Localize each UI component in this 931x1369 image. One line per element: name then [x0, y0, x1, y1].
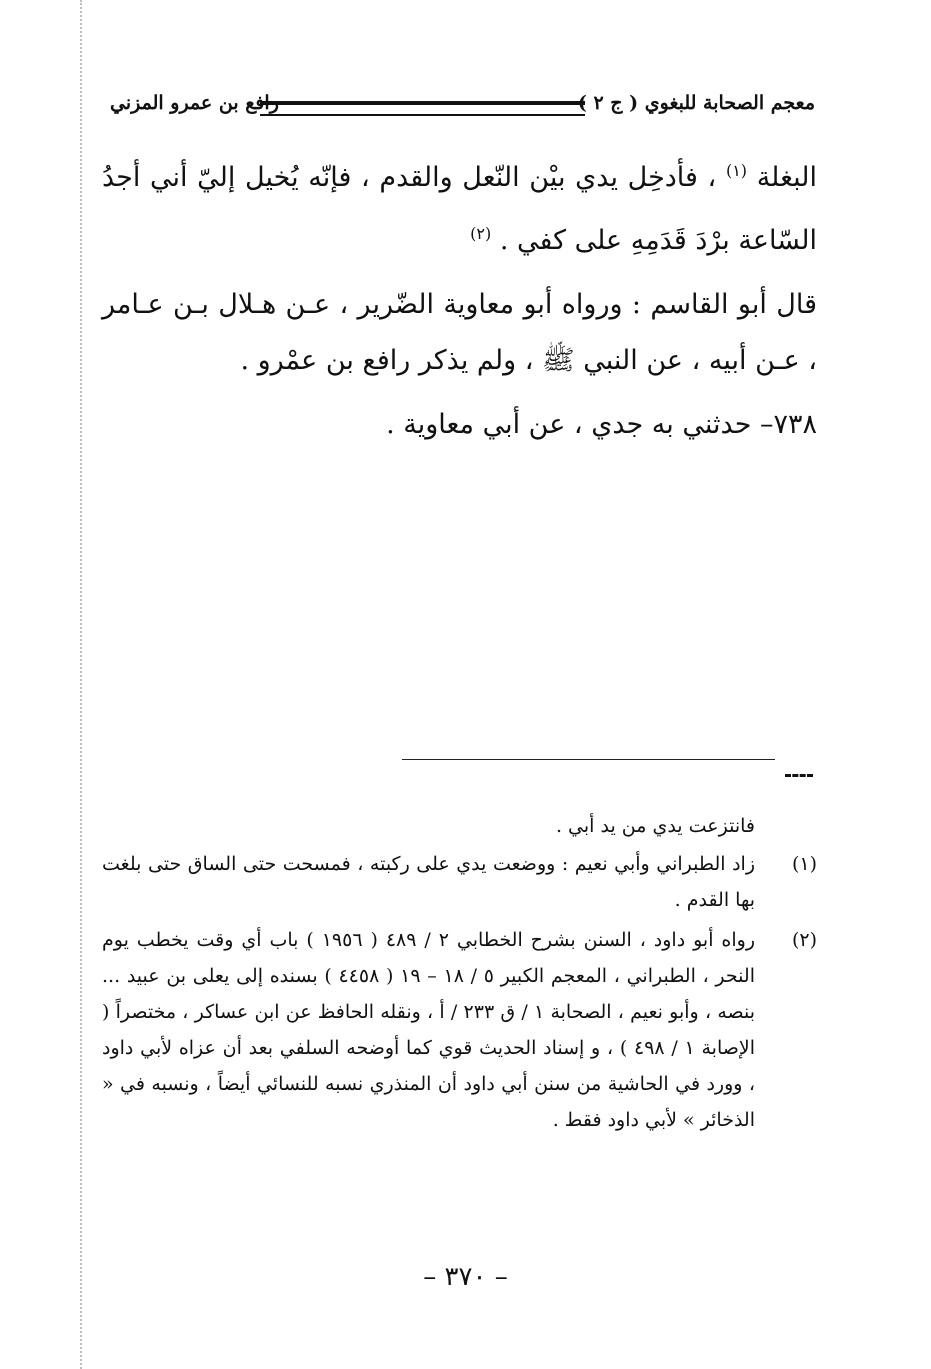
header-rule	[260, 101, 585, 116]
main-text	[102, 143, 817, 461]
footnote-marker-1: (١)	[725, 161, 748, 180]
footnotes	[102, 808, 817, 1142]
running-header	[110, 92, 815, 128]
paragraph-1-text-a: البغلة	[756, 162, 818, 193]
footnote-2-text: رواه أبو داود ، السنن بشرح الخطابي ٢ / ٤٨٩ ( ١٩٥٦ ) باب أي وقت يخطب يوم النحر ، الطبراني ، المعجم الكبير ٥ / ١٨ – ١٩ ( ٤٤٥٨ ) بسنده إلى يعلى بن عبيد ... بنصه ، وأبو نعيم ، الصحابة ١ / ق ٢٣٣ / أ ، ونقله الحافظ عن ابن عساكر ، مختصراً ( الإصابة ١ / ٤٩٨ ) ، و إسناد الحديث قوي كما أوضحه السلفي بعد أن عزاه لأبي داود ، وورد في الحاشية من سنن أبي داود أن المنذري نسبه للنسائي أيضاً ، ونسبه في « الذخائر » لأبي داود فقط .	[102, 929, 756, 1131]
footnote-1-number: (١)	[791, 853, 817, 875]
footnote-1	[102, 846, 817, 918]
book-title: معجم الصحابة للبغوي ( ج ٢ )	[577, 92, 815, 114]
paragraph-3: ٧٣٨– حدثني به جدي ، عن أبي معاوية .	[386, 409, 817, 440]
page-number: – ٣٧٠ –	[423, 1262, 508, 1292]
footnote-marker-2: (٢)	[470, 224, 492, 243]
paragraph-1	[102, 143, 817, 269]
scan-margin-dots	[80, 0, 82, 1369]
paragraph-2: قال أبو القاسم : ورواه أبو معاوية الضّرير ، عـن هـلال بـن عـامر ، عـن أبيه ، عن النبي ﷺ ، ولم يذكر رافع بن عمْرو .	[102, 289, 817, 376]
footnote-2-number: (٢)	[791, 929, 817, 951]
footnote-continuation: فانتزعت يدي من يد أبي .	[555, 815, 755, 837]
footnote-1-text: زاد الطبراني وأبي نعيم : ووضعت يدي على ركبته ، فمسحت حتى الساق حتى بلغت بها القدم .	[102, 853, 755, 911]
chapter-title: رافع بن عمرو المزني	[110, 92, 279, 114]
footnote-separator	[402, 759, 775, 760]
footnote-dash	[785, 774, 813, 777]
footnote-2	[102, 922, 817, 1138]
paragraph-1-text-b: ، فأدخِل يدي بيْن النّعل والقدم ، فإنّه يُخيل إليّ أني أجدُ السّاعة برْدَ قَدَمِهِ على كفي .	[102, 162, 817, 256]
